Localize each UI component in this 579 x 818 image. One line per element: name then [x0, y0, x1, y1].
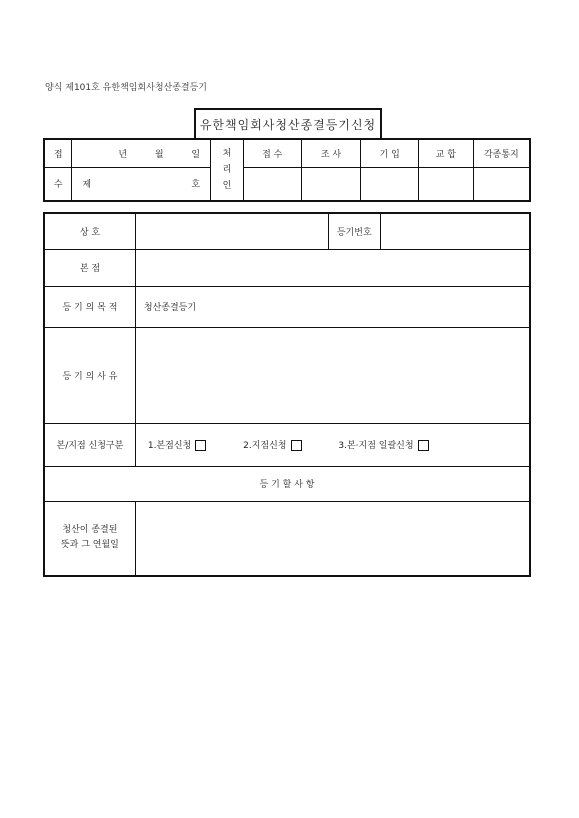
inspect-stamp-box[interactable]	[301, 167, 361, 201]
form-number-label: 양식 제101호 유한책임회사청산종결등기	[45, 83, 208, 93]
completion-label-line-2: 뜻과 그 연월일	[60, 540, 119, 551]
verify-stamp-box[interactable]	[419, 167, 474, 201]
both-checkbox[interactable]	[418, 440, 429, 451]
receive-stamp-box[interactable]	[243, 167, 301, 201]
date-cell	[72, 139, 211, 167]
reception-label-top: 접	[44, 139, 72, 167]
completion-field[interactable]	[135, 501, 530, 576]
branch-checkbox[interactable]	[291, 440, 302, 451]
processor-char-3: 인	[222, 181, 232, 191]
completion-label-line-1: 청산이 종결된	[62, 525, 118, 536]
application-table	[43, 212, 531, 577]
month-label: 월	[154, 149, 164, 160]
col-notice: 각종통지	[473, 139, 530, 167]
number-cell	[72, 167, 211, 201]
col-inspect: 조 사	[301, 139, 361, 167]
trade-name-label: 상 호	[44, 213, 135, 249]
reason-label: 등 기 의 사 유	[44, 327, 135, 423]
reception-table	[43, 138, 531, 202]
reason-field[interactable]	[135, 327, 530, 423]
number-prefix: 제	[82, 180, 92, 191]
option-branch-label: 2.지점신청	[243, 441, 287, 451]
processor-char-2: 리	[222, 165, 232, 175]
option-head-office[interactable]	[148, 438, 206, 451]
col-entry: 기 입	[361, 139, 419, 167]
col-receive: 접 수	[243, 139, 301, 167]
filing-type-options	[135, 423, 530, 466]
processor-char-1: 처	[222, 149, 232, 159]
entry-stamp-box[interactable]	[361, 167, 419, 201]
option-branch[interactable]	[243, 438, 301, 451]
option-head-office-label: 1.본점신청	[147, 441, 192, 451]
filing-type-label: 본/지점 신청구분	[44, 423, 135, 466]
notice-stamp-box[interactable]	[473, 167, 530, 201]
matters-header: 등 기 할 사 항	[44, 466, 530, 501]
head-office-checkbox[interactable]	[195, 440, 206, 451]
reception-label-bottom: 수	[44, 167, 72, 201]
trade-name-field[interactable]	[135, 213, 328, 249]
reg-number-label: 등기번호	[328, 213, 380, 249]
head-office-field[interactable]	[135, 249, 530, 286]
day-label: 일	[191, 149, 201, 160]
option-both-label: 3.본·지점 일괄신청	[338, 441, 414, 451]
form-title: 유한책임회사청산종결등기신청	[194, 108, 382, 138]
option-both[interactable]	[338, 438, 428, 451]
reg-number-field[interactable]	[380, 213, 530, 249]
col-verify: 교 합	[419, 139, 474, 167]
number-suffix: 호	[191, 180, 201, 191]
purpose-label: 등 기 의 목 적	[44, 286, 135, 327]
year-label: 년	[118, 149, 128, 160]
head-office-label: 본 점	[44, 249, 135, 286]
purpose-value: 청산종결등기	[135, 286, 530, 327]
processor-cell	[211, 139, 244, 201]
completion-label	[44, 501, 135, 576]
